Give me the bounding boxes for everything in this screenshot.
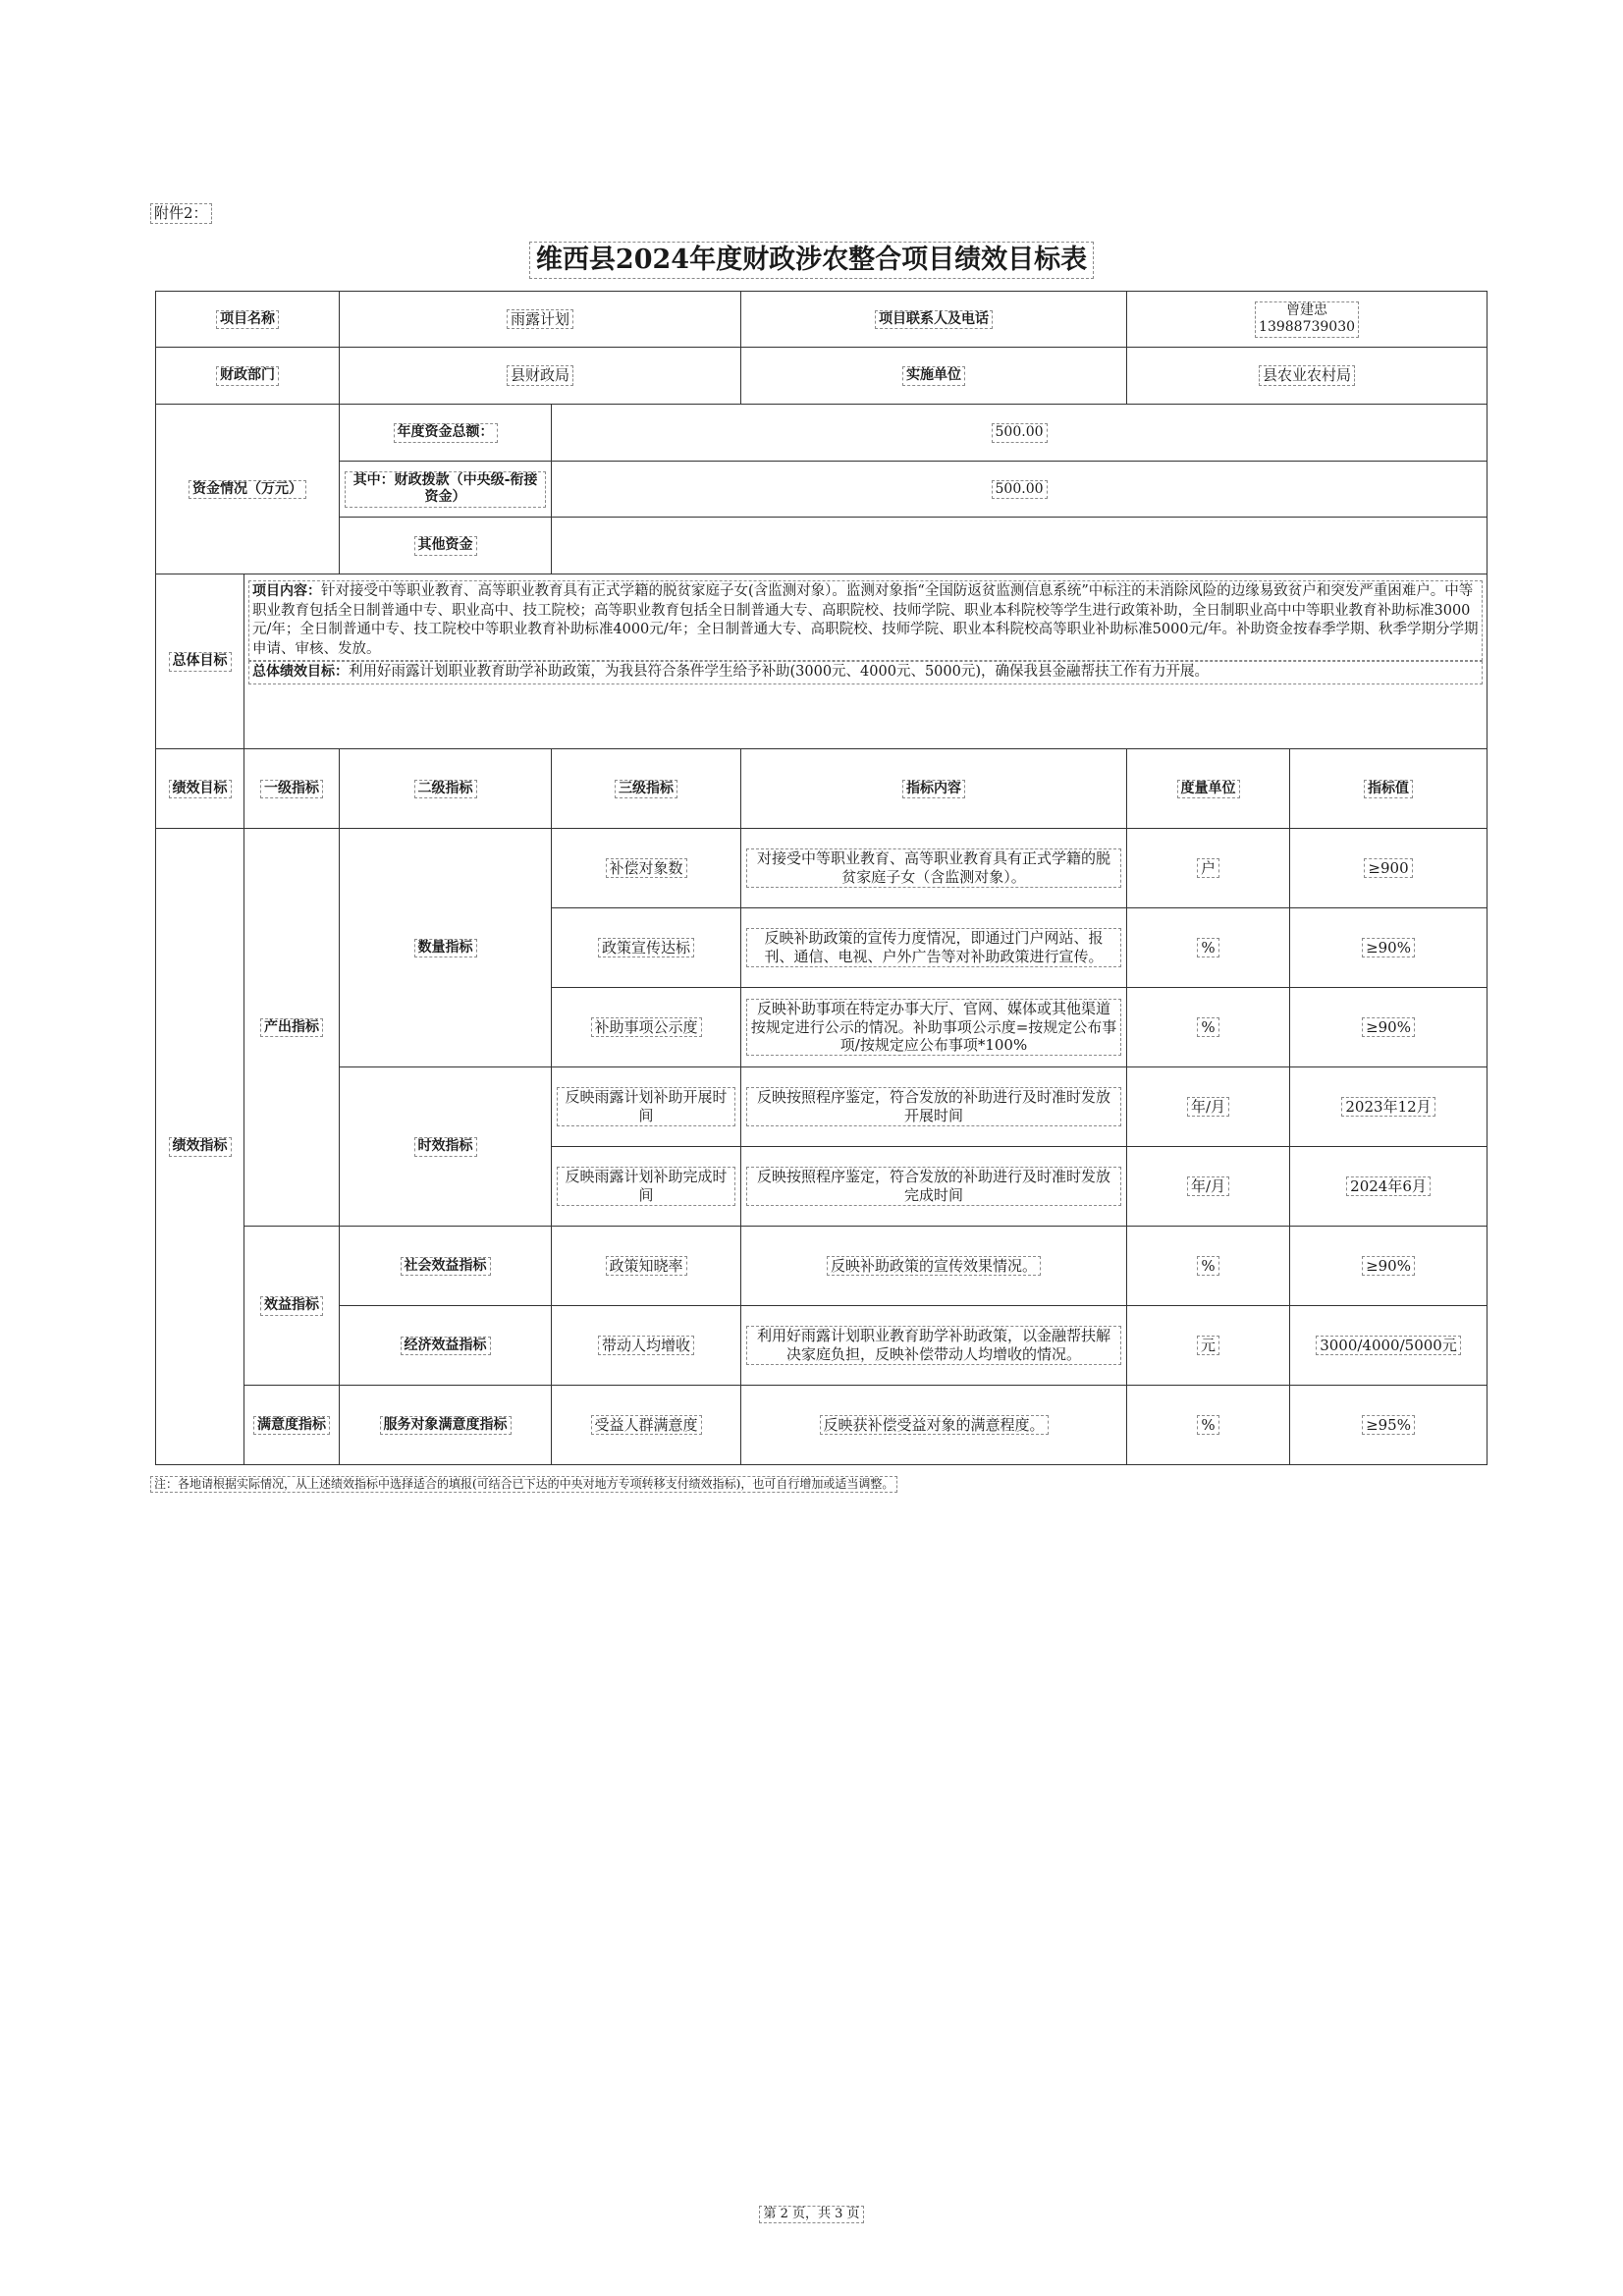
goal-label-cell: 总体目标 <box>156 574 244 749</box>
content-cell: 反映补助政策的宣传效果情况。 <box>741 1227 1127 1306</box>
l3-cell: 反映雨露计划补助完成时间 <box>552 1147 741 1227</box>
table-header-row <box>156 749 1488 829</box>
goal-content: 项目内容：针对接受中等职业教育、高等职业教育具有正式学籍的脱贫家庭子女(含监测对象）。监测对象指“全国防返贫监测信息系统”中标注的未消除风险的边缘易致贫户和突发严重困难户。中等职业教育包括全日制普通中专、职业高中、技工院校；高等职业教育包括全日制普通大专、高职院校、技师学院、职业本科院校等学生进行政策补助，全日制职业高中中等职业教育补助标准3000元/年；全日制普通中专、技工院校中等职业教育补助标准4000元/年；全日制普通大专、高职院校、技师学院、职业本科院校高等职业补助标准5000元/年。补助资金按春季学期、秋季学期分学期申请、审核、发放。 <box>248 580 1483 661</box>
funds-total-cell: 500.00 <box>552 405 1488 462</box>
unit-cell: 年/月 <box>1127 1067 1290 1147</box>
page-footer: 第 2 页，共 3 页 <box>0 2206 1623 2223</box>
impl-cell: 县农业农村局 <box>1127 348 1488 405</box>
project-name-label-cell: 项目名称 <box>156 292 340 348</box>
table-row <box>156 1067 1488 1147</box>
header-unit: 度量单位 <box>1127 749 1290 829</box>
page-title: 维西县2024年度财政涉农整合项目绩效目标表 <box>0 242 1623 279</box>
table-row <box>156 292 1488 348</box>
table-row <box>156 1386 1488 1465</box>
dept-label-cell: 财政部门 <box>156 348 340 405</box>
economic-label-cell: 经济效益指标 <box>340 1306 552 1386</box>
dept-cell: 县财政局 <box>340 348 741 405</box>
content-cell: 反映获补偿受益对象的满意程度。 <box>741 1386 1127 1465</box>
header-level1: 一级指标 <box>244 749 340 829</box>
value-cell: 3000/4000/5000元 <box>1290 1306 1488 1386</box>
content-cell: 反映按照程序鉴定，符合发放的补助进行及时准时发放完成时间 <box>741 1147 1127 1227</box>
content-cell: 利用好雨露计划职业教育助学补助政策，以金融帮扶解决家庭负担，反映补偿带动人均增收的情况。 <box>741 1306 1127 1386</box>
value-cell: 2024年6月 <box>1290 1147 1488 1227</box>
goal-content-cell <box>244 574 1488 749</box>
value-cell: ≥90% <box>1290 988 1488 1067</box>
value-cell: ≥900 <box>1290 829 1488 908</box>
performance-table <box>155 291 1488 1465</box>
l3-cell: 反映雨露计划补助开展时间 <box>552 1067 741 1147</box>
header-level3: 三级指标 <box>552 749 741 829</box>
unit-cell: 年/月 <box>1127 1147 1290 1227</box>
benefit-label-cell: 效益指标 <box>244 1227 340 1386</box>
funds-other-label-cell: 其他资金 <box>340 518 552 574</box>
funds-fiscal-label-cell: 其中：财政拨款（中央级-衔接资金） <box>340 462 552 518</box>
table-row <box>156 518 1488 574</box>
content-cell: 反映补助事项在特定办事大厅、官网、媒体或其他渠道按规定进行公示的情况。补助事项公示度=按规定公布事项/按规定应公布事项*100% <box>741 988 1127 1067</box>
value-cell: ≥95% <box>1290 1386 1488 1465</box>
header-level2: 二级指标 <box>340 749 552 829</box>
funds-total-label-cell: 年度资金总额： <box>340 405 552 462</box>
l3-cell: 补助事项公示度 <box>552 988 741 1067</box>
funds-fiscal-cell: 500.00 <box>552 462 1488 518</box>
header-value: 指标值 <box>1290 749 1488 829</box>
l3-cell: 补偿对象数 <box>552 829 741 908</box>
table-row <box>156 574 1488 749</box>
funds-label-cell: 资金情况（万元） <box>156 405 340 574</box>
unit-cell: % <box>1127 1227 1290 1306</box>
satisfaction-label-cell: 满意度指标 <box>244 1386 340 1465</box>
social-label-cell: 社会效益指标 <box>340 1227 552 1306</box>
quantity-label-cell: 数量指标 <box>340 829 552 1067</box>
header-perf-goal: 绩效目标 <box>156 749 244 829</box>
impl-label-cell: 实施单位 <box>741 348 1127 405</box>
perf-label-cell: 绩效指标 <box>156 829 244 1465</box>
table-row <box>156 348 1488 405</box>
table-row <box>156 462 1488 518</box>
l3-cell: 带动人均增收 <box>552 1306 741 1386</box>
value-cell: ≥90% <box>1290 908 1488 988</box>
timeliness-label-cell: 时效指标 <box>340 1067 552 1227</box>
table-row <box>156 829 1488 908</box>
l3-cell: 政策知晓率 <box>552 1227 741 1306</box>
funds-other-cell <box>552 518 1488 574</box>
project-name-cell: 雨露计划 <box>340 292 741 348</box>
table-row <box>156 1306 1488 1386</box>
contact-name: 曾建忠 <box>1286 301 1328 318</box>
value-cell: 2023年12月 <box>1290 1067 1488 1147</box>
footnote: 注：各地请根据实际情况，从上述绩效指标中选择适合的填报(可结合已下达的中央对地方专项转移支付绩效指标)，也可自行增加或适当调整。 <box>150 1476 897 1493</box>
table-row <box>156 405 1488 462</box>
value-cell: ≥90% <box>1290 1227 1488 1306</box>
goal-perf: 总体绩效目标：利用好雨露计划职业教育助学补助政策，为我县符合条件学生给予补助(3000元、4000元、5000元)，确保我县金融帮扶工作有力开展。 <box>248 661 1483 684</box>
contact-phone: 13988739030 <box>1259 319 1356 335</box>
unit-cell: 户 <box>1127 829 1290 908</box>
contact-cell <box>1127 292 1488 348</box>
attachment-label: 附件2： <box>150 203 212 224</box>
unit-cell: % <box>1127 908 1290 988</box>
l3-cell: 政策宣传达标 <box>552 908 741 988</box>
unit-cell: % <box>1127 1386 1290 1465</box>
unit-cell: % <box>1127 988 1290 1067</box>
unit-cell: 元 <box>1127 1306 1290 1386</box>
output-label-cell: 产出指标 <box>244 829 340 1227</box>
header-content: 指标内容 <box>741 749 1127 829</box>
service-label-cell: 服务对象满意度指标 <box>340 1386 552 1465</box>
table-row <box>156 1227 1488 1306</box>
content-cell: 反映补助政策的宣传力度情况，即通过门户网站、报刊、通信、电视、户外广告等对补助政策进行宣传。 <box>741 908 1127 988</box>
l3-cell: 受益人群满意度 <box>552 1386 741 1465</box>
content-cell: 反映按照程序鉴定，符合发放的补助进行及时准时发放开展时间 <box>741 1067 1127 1147</box>
contact-label-cell: 项目联系人及电话 <box>741 292 1127 348</box>
content-cell: 对接受中等职业教育、高等职业教育具有正式学籍的脱贫家庭子女（含监测对象）。 <box>741 829 1127 908</box>
